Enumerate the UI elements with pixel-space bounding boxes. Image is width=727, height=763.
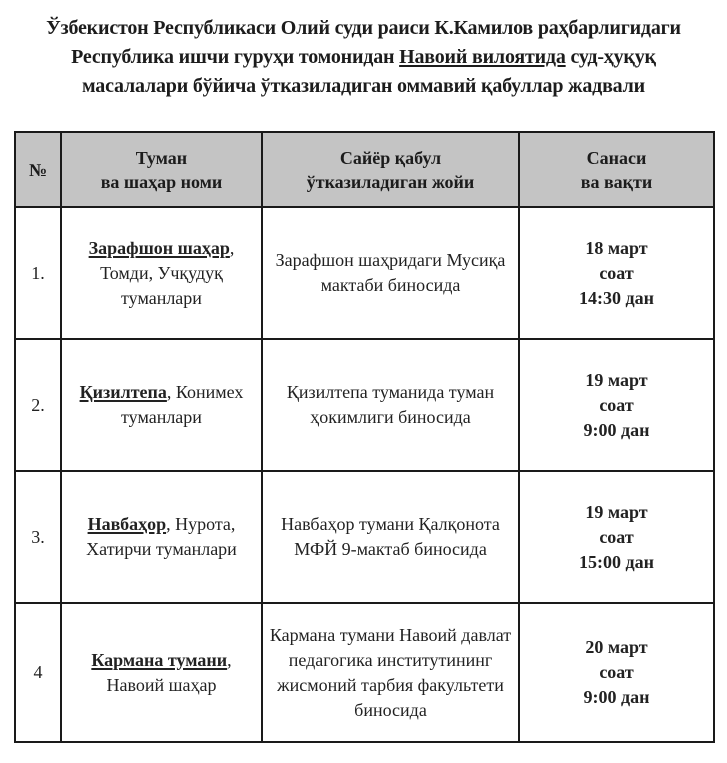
time-value: 14:30 дан [579, 287, 654, 308]
date-value: 19 март [585, 501, 648, 522]
title-line-2-end: суд-ҳуқуқ [565, 46, 656, 68]
table-header [15, 132, 714, 207]
header-date [519, 132, 714, 207]
district-main: Қизилтепа [79, 382, 167, 402]
header-district [61, 132, 262, 207]
row-district [61, 471, 262, 603]
title-line-1: Ўзбекистон Республикаси Олий суди раиси К.Камилов раҳбарлигидаги [46, 17, 681, 39]
district-main: Кармана тумани [91, 649, 228, 670]
title-region-underlined: Навоий вилоятида [399, 46, 566, 68]
date-value: 20 март [585, 637, 648, 657]
row-date [519, 471, 714, 603]
time-label: соат [599, 526, 634, 547]
header-place-line-1: Сайёр қабул [339, 147, 442, 168]
header-date-line-1: Санаси [586, 147, 647, 168]
time-label: соат [599, 262, 634, 283]
district-main: Навбаҳор [87, 514, 167, 534]
row-number: 2. [15, 339, 61, 471]
header-place [262, 132, 519, 207]
header-date-line-2: ва вақти [580, 171, 653, 192]
time-label: соат [599, 394, 634, 415]
row-district [61, 603, 262, 742]
table-row [15, 339, 714, 471]
header-district-line-1: Туман [135, 147, 188, 168]
district-rest: , Томди, Учқудуқ туманлари [100, 237, 235, 308]
row-place: Зарафшон шаҳридаги Мусиқа мактаби биносида [262, 207, 519, 339]
table-row [15, 207, 714, 339]
time-value: 9:00 дан [583, 687, 650, 707]
row-place: Кармана тумани Навоий давлат педагогика институтининг жисмоний тарбия факультети биносида [262, 603, 519, 742]
row-number: 1. [15, 207, 61, 339]
title-line-3: масалалари бўйича ўтказиладиган оммавий қабуллар жадвали [82, 75, 645, 97]
district-rest: , Конимех туманлари [121, 382, 244, 427]
table-body [15, 207, 714, 742]
district-rest: , Нурота, Хатирчи туманлари [86, 514, 237, 559]
row-place: Навбаҳор тумани Қалқонота МФЙ 9-мактаб биносида [262, 471, 519, 603]
row-number: 4 [15, 603, 61, 742]
row-date [519, 207, 714, 339]
table-row [15, 603, 714, 742]
district-rest: , Навоий шаҳар [106, 649, 232, 695]
row-district [61, 207, 262, 339]
row-number: 3. [15, 471, 61, 603]
time-value: 15:00 дан [579, 551, 654, 572]
time-value: 9:00 дан [583, 419, 650, 440]
date-value: 19 март [585, 369, 648, 390]
date-value: 18 март [585, 237, 648, 258]
document-title [0, 14, 727, 101]
header-district-line-2: ва шаҳар номи [100, 171, 223, 192]
header-row [15, 132, 714, 207]
header-place-line-2: ўтказиладиган жойи [306, 171, 475, 192]
row-district [61, 339, 262, 471]
title-line-2 [0, 43, 727, 72]
time-label: соат [599, 662, 634, 682]
header-number: № [15, 132, 61, 207]
schedule-table [14, 131, 715, 743]
row-date [519, 339, 714, 471]
title-line-2-start: Республика ишчи гуруҳи томонидан [71, 46, 400, 68]
row-date [519, 603, 714, 742]
table-row [15, 471, 714, 603]
row-place: Қизилтепа туманида туман ҳокимлиги биносида [262, 339, 519, 471]
district-main: Зарафшон шаҳар [88, 237, 230, 258]
